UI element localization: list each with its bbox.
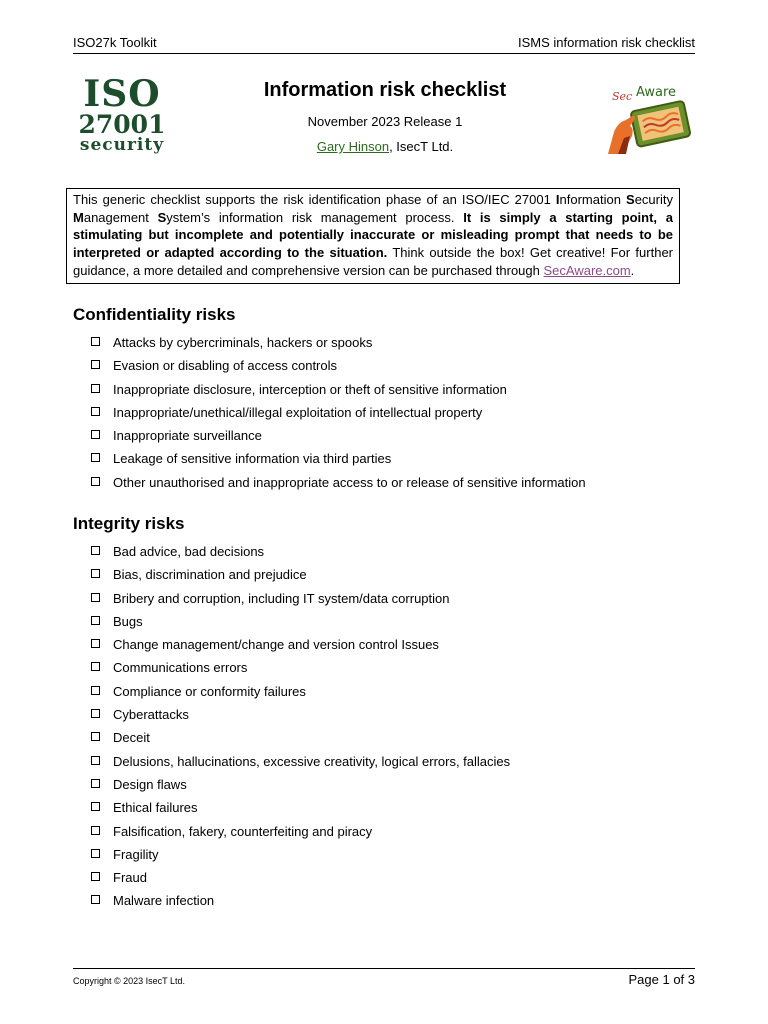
checklist-item-label: Communications errors: [113, 660, 248, 676]
checklist-item-label: Attacks by cybercriminals, hackers or spooks: [113, 335, 373, 350]
footer-copyright: Copyright © 2023 IsecT Ltd.: [73, 976, 186, 986]
intro-text-5: ystem’s information risk management process.: [166, 209, 464, 225]
checklist-item-label: Ethical failures: [113, 800, 198, 816]
secaware-logo-sec: Sec: [612, 90, 633, 103]
checkbox-icon[interactable]: [91, 337, 100, 346]
checklist-item-label: Inappropriate surveillance: [113, 428, 262, 444]
checklist-item-label: Design flaws: [113, 776, 187, 792]
checkbox-icon[interactable]: [91, 779, 100, 788]
intro-letter-i: I: [555, 192, 560, 207]
checklist-item-label: Other unauthorised and inappropriate access to or release of sensitive information: [113, 474, 586, 490]
intro-text-4: anagement: [83, 209, 158, 225]
intro-text-1: This generic checklist supports the risk identification phase of an ISO/IEC 27001: [73, 192, 556, 207]
header-document-title: ISMS information risk checklist: [518, 35, 695, 50]
checkbox-icon[interactable]: [91, 849, 100, 858]
iso-logo-line1: ISO: [83, 73, 161, 115]
intro-letter-s2: S: [157, 209, 167, 225]
checklist-item-label: Fraud: [113, 870, 147, 886]
intro-letter-s: S: [626, 192, 635, 207]
checkbox-icon[interactable]: [91, 430, 100, 439]
checkbox-icon[interactable]: [91, 686, 100, 695]
checkbox-icon[interactable]: [91, 872, 100, 881]
checklist-item-label: Falsification, fakery, counterfeiting and piracy: [113, 823, 373, 839]
checklist-item-label: Delusions, hallucinations, excessive creativity, logical errors, fallacies: [113, 753, 511, 769]
checkbox-icon[interactable]: [91, 802, 100, 811]
header-rule: [73, 53, 695, 54]
checklist-item-label: Fragility: [113, 846, 159, 862]
document-date-release: November 2023 Release 1: [307, 114, 463, 129]
checkbox-icon[interactable]: [91, 895, 100, 904]
secaware-logo: [604, 82, 696, 156]
checkbox-icon[interactable]: [91, 616, 100, 625]
checklist-item-label: Compliance or conformity failures: [113, 683, 306, 699]
intro-text-end: .: [630, 262, 635, 278]
checklist-item-label: Cyberattacks: [113, 707, 189, 723]
checkbox-icon[interactable]: [91, 756, 100, 765]
checkbox-icon[interactable]: [91, 569, 100, 578]
intro-text-3: ecurity: [634, 192, 673, 207]
checklist-item-label: Malware infection: [113, 893, 215, 909]
checkbox-icon[interactable]: [91, 384, 100, 393]
intro-letter-m: M: [73, 209, 84, 225]
checkbox-icon[interactable]: [91, 732, 100, 741]
checklist-item-label: Evasion or disabling of access controls: [113, 358, 338, 374]
footer-page-number: Page 1 of 3: [628, 972, 695, 987]
checkbox-icon[interactable]: [91, 407, 100, 416]
iso-logo-line3: security: [79, 135, 165, 155]
header-toolkit-label: ISO27k Toolkit: [73, 35, 157, 50]
checkbox-icon[interactable]: [91, 593, 100, 602]
intro-text-2: nformation: [559, 192, 627, 207]
checkbox-icon[interactable]: [91, 662, 100, 671]
checkbox-icon[interactable]: [91, 826, 100, 835]
checkbox-icon[interactable]: [91, 360, 100, 369]
checklist-item-label: Bias, discrimination and prejudice: [113, 567, 307, 583]
checklist-item-label: Bribery and corruption, including IT system/data corruption: [113, 590, 450, 606]
intro-bold-statement: It is simply a starting point, a stimulating but incomplete and potentially inaccurate or misleading prompt that needs to be interpreted or adapted according to the situation.: [73, 209, 673, 261]
footer-rule: [73, 968, 695, 969]
checklist-item-label: Inappropriate/unethical/illegal exploitation of intellectual property: [113, 404, 483, 420]
integrity-section-title: Integrity risks: [73, 514, 185, 533]
checkbox-icon[interactable]: [91, 709, 100, 718]
checklist-item-label: Bugs: [113, 613, 143, 629]
intro-text-6: Think outside the box! Get creative! For further guidance, a more detailed and comprehensive version can be purchased through: [73, 245, 673, 278]
checkbox-icon[interactable]: [91, 477, 100, 486]
checklist-item-label: Change management/change and version control Issues: [113, 637, 439, 653]
byline-company: , IsecT Ltd.: [389, 139, 454, 154]
intro-box: [66, 188, 680, 284]
checklist-item-label: Deceit: [113, 730, 150, 746]
checklist-item-label: Leakage of sensitive information via third parties: [113, 451, 392, 467]
secaware-link[interactable]: SecAware.com: [543, 262, 631, 278]
secaware-logo-aware: Aware: [636, 85, 677, 100]
checklist-item-label: Inappropriate disclosure, interception or theft of sensitive information: [113, 381, 507, 397]
iso-logo-line2: 27001: [78, 110, 166, 139]
document-byline: [180, 139, 590, 154]
checkbox-icon[interactable]: [91, 453, 100, 462]
author-link[interactable]: Gary Hinson: [316, 139, 390, 154]
checkbox-icon[interactable]: [91, 639, 100, 648]
checkbox-icon[interactable]: [91, 546, 100, 555]
document-title: Information risk checklist: [263, 79, 507, 101]
confidentiality-section-title: Confidentiality risks: [73, 305, 236, 324]
checklist-item-label: Bad advice, bad decisions: [113, 544, 265, 559]
iso27001-security-logo: [72, 73, 172, 155]
